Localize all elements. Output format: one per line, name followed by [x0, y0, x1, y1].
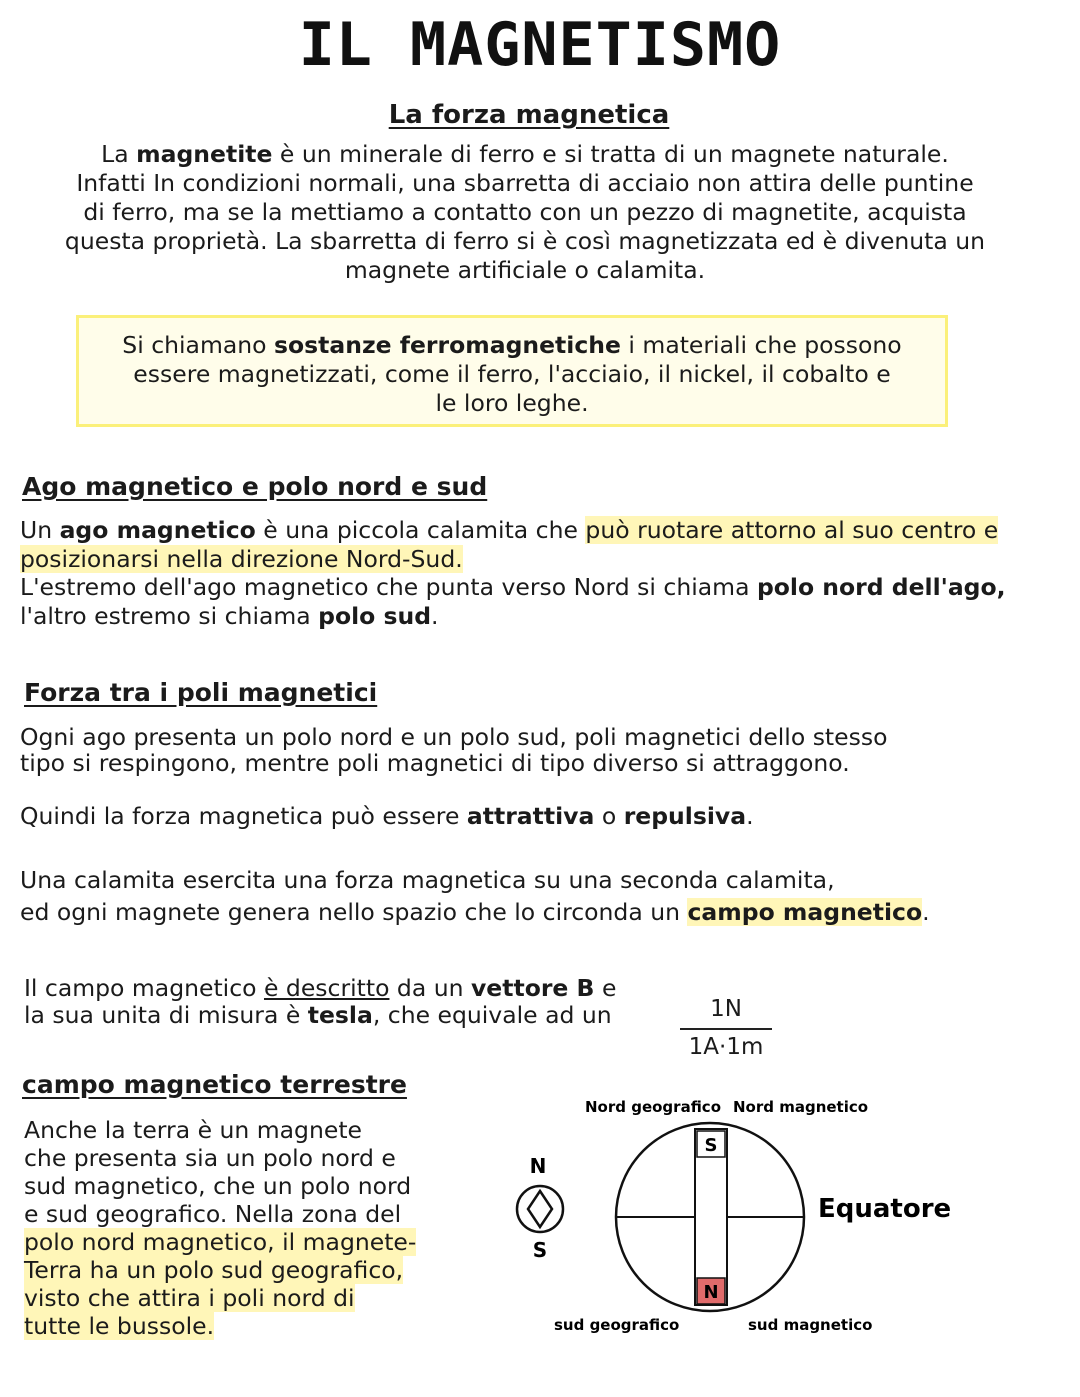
poli-line-5: ed ogni magnete genera nello spazio che lo circonda un campo magnetico. — [20, 898, 930, 926]
box-line-1: Si chiamano sostanze ferromagnetiche i materiali che possono — [122, 331, 902, 359]
intro-line-1: La magnetite è un minerale di ferro e si tratta di un magnete naturale. — [101, 140, 949, 168]
intro-line-2: Infatti In condizioni normali, una sbarretta di acciaio non attira delle puntine — [76, 169, 974, 197]
section-heading-campo-terrestre: campo magnetico terrestre — [22, 1070, 407, 1099]
ago-line-4: l'altro estremo si chiama polo sud. — [20, 601, 439, 630]
ago-paragraph — [20, 516, 1006, 630]
terra-line-2: che presenta sia un polo nord e — [24, 1144, 396, 1172]
label-equatore: Equatore — [818, 1194, 952, 1224]
ago-line-3: L'estremo dell'ago magnetico che punta verso Nord si chiama polo nord dell'ago, — [20, 573, 1006, 601]
box-line-2: essere magnetizzati, come il ferro, l'acciaio, il nickel, il cobalto e — [133, 360, 891, 388]
poli-line-3: Quindi la forza magnetica può essere attrattiva o repulsiva. — [20, 802, 754, 830]
earth-magnet-diagram — [480, 1085, 980, 1355]
terra-line-6: Terra ha un polo sud geografico, — [24, 1256, 404, 1284]
magnet-north-label: N — [703, 1282, 719, 1303]
intro-line-4: questa proprietà. La sbarretta di ferro si è così magnetizzata ed è divenuta un — [64, 227, 986, 255]
fraction-numerator: 1N — [710, 996, 742, 1022]
section-heading-forza-magnetica: La forza magnetica — [388, 100, 670, 130]
fraction-line — [680, 1028, 772, 1030]
box-line-3: le loro leghe. — [435, 389, 589, 417]
terra-line-7: visto che attira i poli nord di — [24, 1284, 355, 1312]
label-nord-magnetico: Nord magnetico — [733, 1098, 869, 1116]
terra-line-4: e sud geografico. Nella zona del — [24, 1200, 402, 1228]
ago-line-1: Un ago magnetico è una piccola calamita che può ruotare attorno al suo centro e — [20, 516, 999, 544]
terra-line-5: polo nord magnetico, il magnete- — [24, 1228, 417, 1256]
intro-line-5: magnete artificiale o calamita. — [344, 256, 706, 284]
terra-line-3: sud magnetico, che un polo nord — [24, 1172, 412, 1200]
vettore-line-2: la sua unita di misura è tesla, che equivale ad un — [24, 1001, 612, 1029]
terra-line-1: Anche la terra è un magnete — [24, 1116, 362, 1144]
section-heading-forza-poli: Forza tra i poli magnetici — [24, 678, 378, 707]
compass-needle-icon — [528, 1191, 552, 1227]
vettore-line-1: Il campo magnetico è descritto da un vettore B e — [24, 974, 617, 1002]
section-heading-ago-magnetico: Ago magnetico e polo nord e sud — [22, 472, 488, 501]
intro-line-3: di ferro, ma se la mettiamo a contatto con un pezzo di magnetite, acquista — [83, 198, 967, 226]
intro-paragraph — [0, 140, 1050, 285]
definition-box — [76, 315, 948, 427]
unit-fraction — [680, 996, 772, 1060]
ago-line-2: posizionarsi nella direzione Nord-Sud. — [20, 544, 463, 573]
poli-line-4: Una calamita esercita una forza magnetica su una seconda calamita, — [20, 866, 835, 894]
label-sud-geografico: sud geografico — [554, 1316, 680, 1334]
compass-s-label: S — [532, 1238, 548, 1262]
poli-line-1: Ogni ago presenta un polo nord e un polo sud, poli magnetici dello stesso — [20, 723, 888, 751]
compass-n-label: N — [529, 1154, 547, 1178]
magnet-south-label: S — [704, 1135, 718, 1156]
label-sud-magnetico: sud magnetico — [748, 1316, 873, 1334]
poli-line-2: tipo si respingono, mentre poli magnetici di tipo diverso si attraggono. — [20, 749, 850, 777]
terra-line-8: tutte le bussole. — [24, 1312, 215, 1340]
label-nord-geografico: Nord geografico — [585, 1098, 722, 1116]
fraction-denominator: 1A·1m — [688, 1034, 764, 1060]
page-title: IL MAGNETISMO — [298, 10, 782, 80]
terra-paragraph — [24, 1116, 416, 1340]
